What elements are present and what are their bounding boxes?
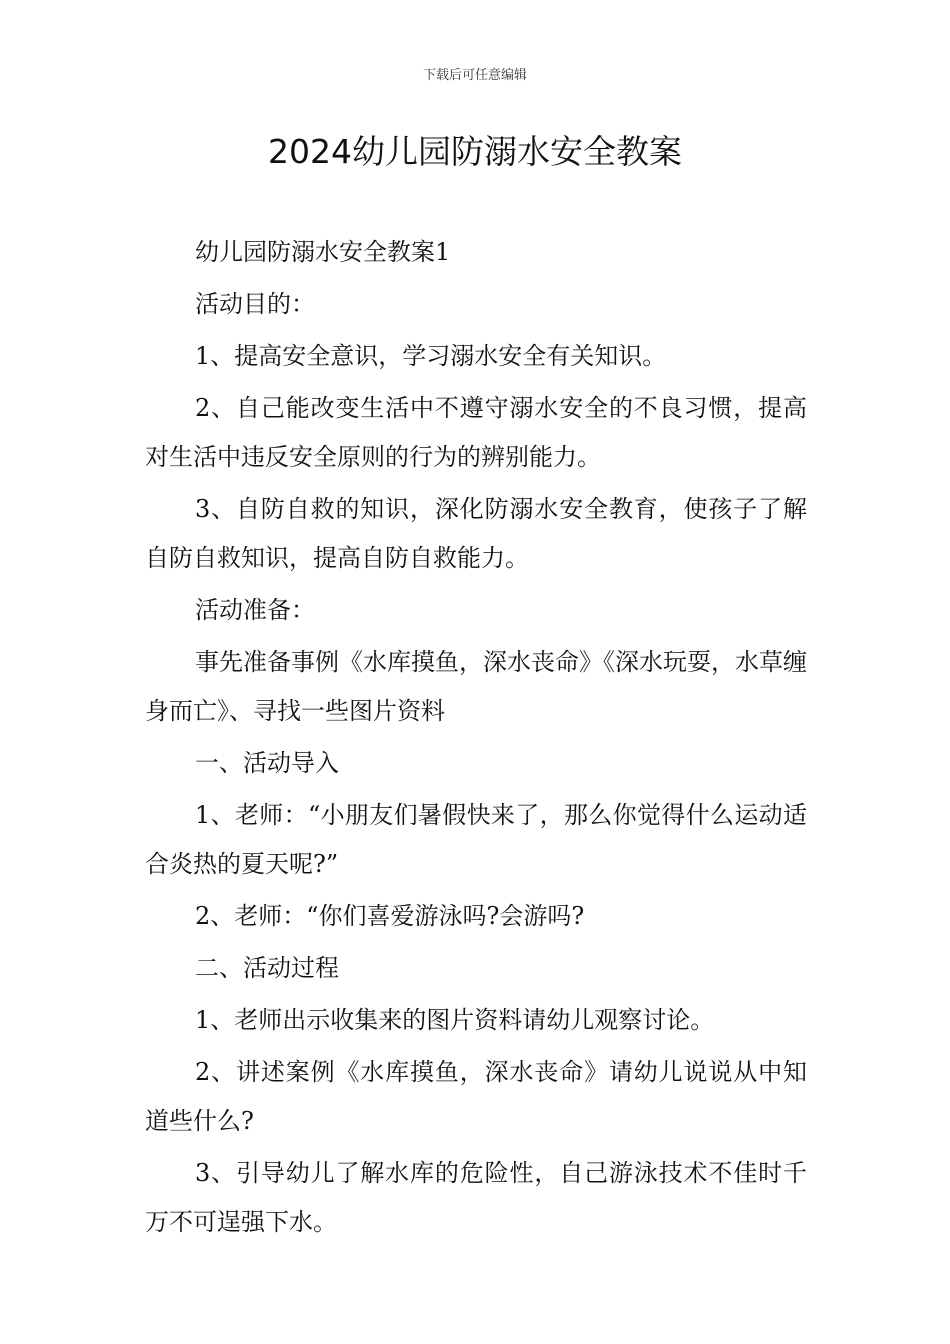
paragraph: 一、活动导入	[195, 749, 339, 777]
paragraph: 2、讲述案例《水库摸鱼，深水丧命》请幼儿说说从中知道些什么?	[145, 1058, 807, 1135]
paragraph: 2、自己能改变生活中不遵守溺水安全的不良习惯，提高对生活中违反安全原则的行为的辨别能力。	[145, 394, 807, 471]
paragraph: 3、自防自救的知识，深化防溺水安全教育，使孩子了解自防自救知识，提高自防自救能力。	[145, 495, 807, 572]
header-note: 下载后可任意编辑	[422, 68, 527, 83]
paragraph: 1、老师：“小朋友们暑假快来了，那么你觉得什么运动适合炎热的夏天呢?”	[145, 801, 807, 878]
paragraph: 1、提高安全意识，学习溺水安全有关知识。	[195, 342, 667, 370]
paragraph: 活动目的：	[195, 290, 315, 318]
section-heading: 幼儿园防溺水安全教案1	[195, 238, 451, 266]
paragraph: 1、老师出示收集来的图片资料请幼儿观察讨论。	[195, 1006, 715, 1034]
paragraph: 3、引导幼儿了解水库的危险性，自己游泳技术不佳时千万不可逞强下水。	[145, 1159, 807, 1236]
paragraph: 活动准备：	[195, 596, 315, 624]
document-body	[145, 228, 807, 1250]
paragraph: 2、老师：“你们喜爱游泳吗?会游吗?	[195, 902, 585, 930]
paragraph: 二、活动过程	[195, 954, 339, 982]
document-title: 2024幼儿园防溺水安全教案	[268, 132, 682, 171]
paragraph: 事先准备事例《水库摸鱼，深水丧命》《深水玩耍，水草缠身而亡》、寻找一些图片资料	[145, 648, 807, 725]
